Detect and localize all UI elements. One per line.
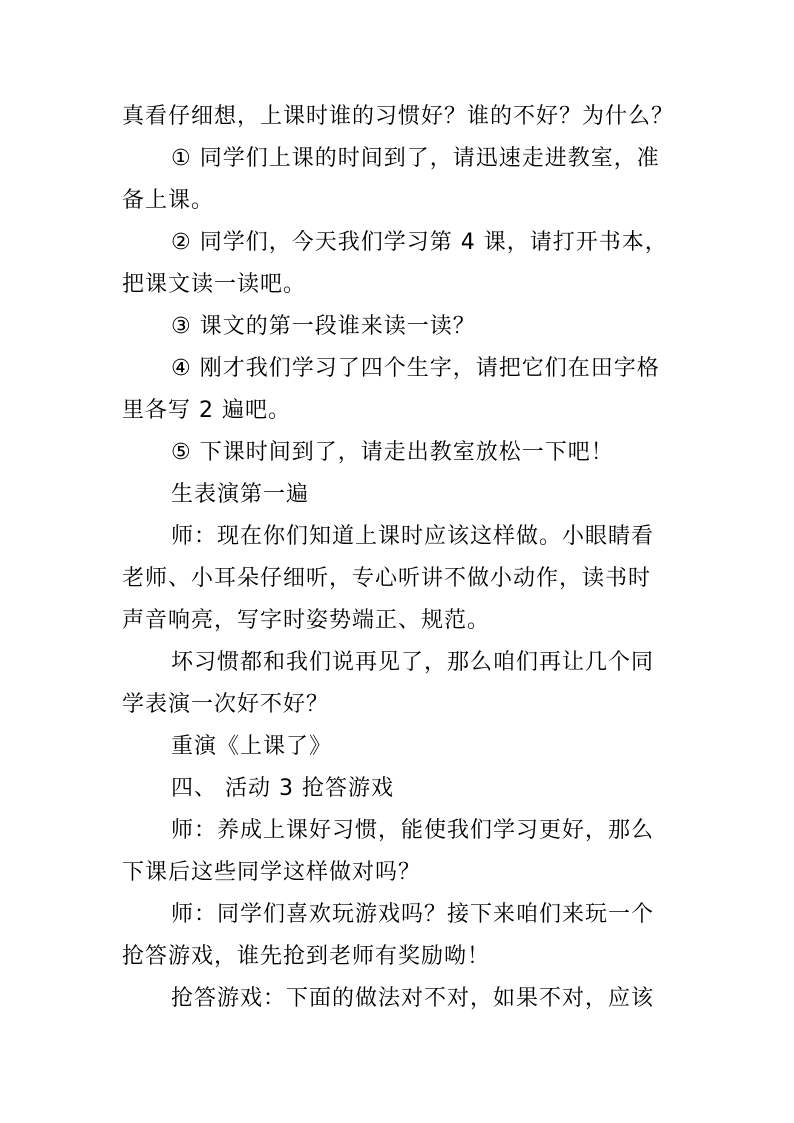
- text-line: 学表演一次好不好？: [122, 692, 330, 717]
- text-line: ② 同学们，今天我们学习第 4 课，请打开书本，: [171, 230, 668, 255]
- text-line: ① 同学们上课的时间到了，请迅速走进教室，准: [171, 146, 660, 171]
- text-line: 抢答游戏，谁先抢到老师有奖励呦！: [122, 944, 491, 969]
- text-line: 声音响亮，写字时姿势端正、规范。: [122, 608, 491, 633]
- text-line: 把课文读一读吧。: [122, 272, 307, 297]
- text-line: ④ 刚才我们学习了四个生字，请把它们在田字格: [171, 356, 660, 381]
- text-line: 师：现在你们知道上课时应该这样做。小眼睛看: [171, 524, 655, 549]
- text-line: ⑤ 下课时间到了，请走出教室放松一下吧！: [171, 440, 614, 465]
- text-line: ③ 课文的第一段谁来读一读？: [171, 314, 476, 339]
- text-line: 师：同学们喜欢玩游戏吗？接下来咱们来玩一个: [171, 902, 655, 927]
- text-line: 老师、小耳朵仔细听，专心听讲不做小动作，读书时: [122, 566, 652, 591]
- text-line: 抢答游戏：下面的做法对不对，如果不对，应该: [171, 986, 655, 1011]
- text-line: 里各写 2 遍吧。: [122, 398, 291, 423]
- text-line: 师：养成上课好习惯，能使我们学习更好，那么: [171, 818, 655, 843]
- section-heading: 四、 活动 3 抢答游戏: [171, 776, 394, 801]
- text-line: 生表演第一遍: [171, 482, 310, 507]
- text-line: 下课后这些同学这样做对吗？: [122, 860, 422, 885]
- text-line: 重演《上课了》: [171, 734, 333, 759]
- text-line: 真看仔细想，上课时谁的习惯好？谁的不好？为什么？: [122, 104, 675, 129]
- text-line: 备上课。: [122, 188, 215, 213]
- text-line: 坏习惯都和我们说再见了，那么咱们再让几个同: [171, 650, 655, 675]
